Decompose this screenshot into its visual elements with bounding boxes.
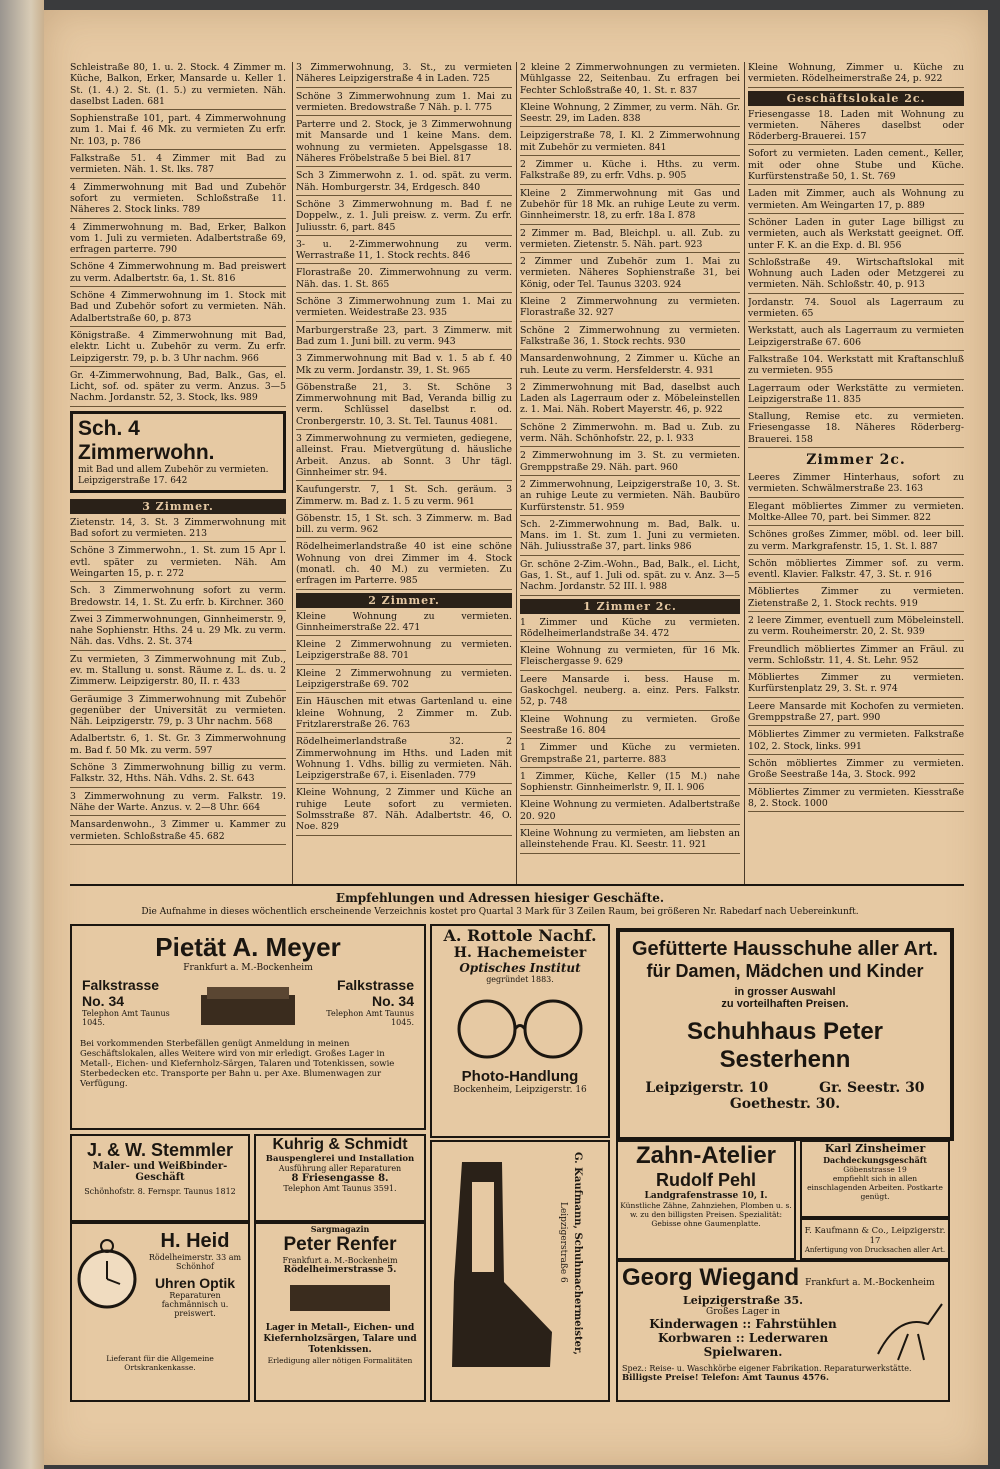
ad-line: Rödelheimerstr. 33 am Schönhof [148,1253,242,1271]
ad-line: J. & W. Stemmler [86,1140,234,1160]
classified-ad: Königstraße. 4 Zimmerwohnung mit Bad, elektr. Licht u. Zubehör zu verm. Zu erfr. Leipzigerstr. 79, p. b. 3 Uhr nachm. 966 [70,330,286,367]
classified-ad: Stallung, Remise etc. zu vermieten. Friesengasse 18. Näheres Röderberg-Brauerei. 158 [748,411,964,448]
classified-ad: Ein Häuschen mit etwas Gartenland u. eine kleine Wohnung, 2 Zimmer m. Zub. Fritzlarerstraße 26. 763 [296,696,512,733]
ad-name: Peter Renfer [283,1234,397,1255]
ad-line: Frankfurt a. M.-Bockenheim [805,1278,935,1288]
boot-illustration [432,1142,562,1392]
classified-ad: 2 Zimmerwohnung mit Bad, daselbst auch Laden als Lagerraum oder z. Möbeleinstellen z. 1. Mai. Näh. Robert Mayerstr. 46, p. 922 [520,382,740,419]
classified-ad: 2 kleine 2 Zimmerwohnungen zu vermieten. Mühlgasse 22, Seitenbau. Zu erfragen bei Fechter Schloßstraße 40, 1. St. r. 837 [520,62,740,99]
classified-ad: Leere Mansarde mit Kochofen zu vermieten. Gremppstraße 27, part. 990 [748,701,964,727]
classified-ad: Friesengasse 18. Laden mit Wohnung zu vermieten. Näheres daselbst oder Röderberg-Brauerei. 157 [748,109,964,146]
classified-ad: Göbenstraße 21, 3. St. Schöne 3 Zimmerwohnung mit Bad, Veranda billig zu verm. Schlüssel daselbst r. od. Cronbergerstr. 10, 3. St. Tel. Taunus 4081. [296,382,512,430]
ad-pietat-meyer [70,924,426,1130]
ad-address: Goethestr. 30. [729,1096,841,1112]
ad-line: empfiehlt sich in allen einschlagenden Arbeiten. Postkarte genügt. [807,1174,943,1201]
classified-ad: Schöne 2 Zimmerwohn. m. Bad u. Zub. zu verm. Näh. Schönhofstr. 22, p. l. 933 [520,422,740,448]
classified-ad: Schöne 3 Zimmerwohnung m. Bad f. ne Doppelw., z. 1. Juli preisw. z. verm. Zu erfr. Juliusstr. 6, part. 845 [296,199,512,236]
section-header-1-zimmer: 1 Zimmer 2c. [520,599,740,614]
classified-ad: Rödelheimerlandstraße 32. 2 Zimmerwohnung im Hths. und Laden mit Wohnung 1. Vdhs. billig zu vermieten. Näh. Leipzigerstraße 67, i. Eisenladen. 779 [296,736,512,784]
ad-line: Kinderwagen :: Fahrstühlen [649,1317,837,1331]
ad-heid [70,1222,250,1402]
classified-ad: Lagerraum oder Werkstätte zu vermieten. Leipzigerstraße 11. 835 [748,383,964,409]
stork-illustration [868,1294,948,1364]
ad-line: Sargmagazin [310,1224,370,1234]
divider [70,884,964,886]
section-header-3-zimmer: 3 Zimmer. [70,499,286,514]
ad-line: Landgrafenstrasse 10, I. [644,1191,768,1201]
ad-line: Billigste Preise! Telefon: Amt Taunus 4576. [622,1373,829,1383]
classified-ad: Schloßstraße 49. Wirtschaftslokal mit Wohnung auch Laden oder Metzgerei zu vermieten. Näh. Schloßstr. 40, p. 913 [748,257,964,294]
ad-line: Telephon Amt Taunus 3591. [283,1184,397,1193]
classified-ad: Kleine Wohnung zu vermieten. Ginnheimerstraße 22. 471 [296,611,512,637]
ad-line: Frankfurt a. M.-Bockenheim [282,1256,398,1265]
classified-ad: 2 Zimmerwohnung, Leipzigerstraße 10, 3. St. an ruhige Leute zu vermieten. Näh. Baubüro Kurfürstenstr. 51. 959 [520,479,740,516]
classified-ad: Kleine 2 Zimmerwohnung mit Gas und Zubehör für 18 Mk. an ruhige Leute zu verm. Ginnheimerstr. 18, zu erfr. 18a I. 878 [520,188,740,225]
classified-ad: Kleine 2 Zimmerwohnung zu vermieten. Florastraße 32. 927 [520,296,740,322]
ad-line: Anfertigung von Drucksachen aller Art. [804,1246,946,1254]
classified-ad: Sch. 2-Zimmerwohnung m. Bad, Balk. u. Mans. im 1. St. zum 1. Juni zu vermieten. Näh. Juliusstraße 37, part. links 986 [520,519,740,556]
ad-line: Leipzigerstraße 6 [558,1202,568,1283]
classified-ad: Mansardenwohnung, 2 Zimmer u. Küche an ruh. Leute zu verm. Hersfelderstr. 4. 931 [520,353,740,379]
boxed-ad-4-zimmer [70,411,286,493]
classified-ad: Sch 3 Zimmerwohn z. 1. od. spät. zu verm. Näh. Homburgerstr. 34, Erdgesch. 840 [296,170,512,196]
ad-shoemaker [430,1140,610,1402]
classified-ad: Marburgerstraße 23, part. 3 Zimmerw. mit Bad zum 1. Juni bill. zu verm. 943 [296,325,512,351]
ad-kuhrig [254,1134,426,1222]
classified-ad: 3 Zimmerwohnung zu vermieten, gediegene, alleinst. Frau. Mietvergütung d. häusliche Arbeit. Anzus. ab Sonnt. 3 Uhr tägl. Ginnheimer str. 94. [296,433,512,481]
classified-ad: 2 Zimmer m. Bad, Bleichpl. u. all. Zub. zu vermieten. Zietenstr. 5. Näh. part. 923 [520,228,740,254]
classified-ad: Sch. 3 Zimmerwohnung sofort zu verm. Bredowstr. 14, 1. St. Zu erfr. b. Kirchner. 360 [70,585,286,611]
classified-ad: Schön möbliertes Zimmer zu vermieten. Große Seestraße 14a, 3. Stock. 992 [748,758,964,784]
ad-left-phone: Telephon Amt Taunus 1045. [82,1009,170,1027]
classified-ad: 2 Zimmerwohnung im 3. St. zu vermieten. Gremppstraße 29. Näh. part. 960 [520,450,740,476]
ad-name: H. Heid [160,1230,230,1252]
ad-body: Bei vorkommenden Sterbefällen genügt Anmeldung in meinen Geschäftslokalen, alles Weitere wird von mir erledigt. Großes Lager in Metall-, Eichen- und Kiefernholz-Särgen, Talaren und Totenkissen, sowie Sterbedecken etc. Transporte per Bahn u. per Axe. Blumenwagen zur Verfügung. [80,1039,395,1089]
pocket-watch-icon [72,1224,142,1324]
ad-line: Korbwaren :: Lederwaren [657,1331,829,1345]
ad-line: gegründet 1883. [486,975,554,984]
footer-title: Empfehlungen und Adressen hiesiger Geschäfte. [335,891,665,905]
classified-ad: Schönes großes Zimmer, möbl. od. leer bill. zu verm. Markgrafenstr. 15, 1. St. l. 887 [748,529,964,555]
classified-ad: Falkstraße 51. 4 Zimmer mit Bad zu vermieten. Näh. 1. St. lks. 787 [70,153,286,179]
ad-line: 8 Friesengasse 8. [291,1173,389,1184]
classified-ad: 3 Zimmerwohnung mit Bad v. 1. 5 ab f. 40 Mk zu verm. Jordanstr. 39, 1. St. 965 [296,353,512,379]
classified-ad: 3 Zimmerwohnung zu verm. Falkstr. 19. Nähe der Warte. Anzus. v. 2—8 Uhr. 664 [70,791,286,817]
classified-ad: Möbliertes Zimmer zu vermieten. Kurfürstenplatz 29, 3. St. r. 974 [748,672,964,698]
column-rule [516,62,517,884]
ad-line: Kuhrig & Schmidt [272,1136,408,1153]
ad-zinsheimer [800,1140,950,1218]
classified-ad: Falkstraße 104. Werkstatt mit Kraftanschluß zu vermieten. 955 [748,354,964,380]
classified-ad: 2 leere Zimmer, eventuell zum Möbeleinstell. zu verm. Rouheimerstr. 20, 2. St. 939 [748,615,964,641]
ad-name: Karl Zinsheimer [824,1142,926,1155]
ad-line: Göbenstrasse 19 [843,1165,907,1174]
column-rule [744,62,745,884]
classified-ad: Freundlich möbliertes Zimmer an Fräul. zu verm. Schloßstr. 11, 4. St. Lehr. 952 [748,644,964,670]
ad-renfer [254,1222,426,1402]
classified-ad: 1 Zimmer und Küche zu vermieten. Rödelheimerlandstraße 34. 472 [520,617,740,643]
ad-line: in grosser Auswahl [734,986,836,998]
classified-ad: 2 Zimmer u. Küche i. Hths. zu verm. Falkstraße 89, zu erfr. Vdhs. p. 905 [520,159,740,185]
classified-ad: Möbliertes Zimmer zu vermieten. Zietenstraße 2, 1. Stock rechts. 919 [748,586,964,612]
classified-ad: 1 Zimmer, Küche, Keller (15 M.) nahe Sophienstr. Ginnheimerlstr. 9, II. l. 906 [520,771,740,797]
classified-ad: Adalbertstr. 6, 1. St. Gr. 3 Zimmerwohnung m. Bad f. 50 Mk. zu verm. 597 [70,733,286,759]
classified-ad: Schöne 3 Zimmerwohn., 1. St. zum 15 Apr l. evtl. später zu vermieten. Näh. Am Weingarten 15, p. r. 272 [70,545,286,582]
classified-ad: Elegant möbliertes Zimmer zu vermieten. Moltke-Allee 70, part. bei Simmer. 822 [748,501,964,527]
ad-pehl [616,1140,796,1260]
boxed-ad-title: Sch. 4 Zimmerwohn. [78,416,215,464]
classified-ad: Schöne 3 Zimmerwohnung zum 1. Mai zu vermieten. Bredowstraße 7 Näh. p. l. 775 [296,91,512,117]
classified-column-4 [748,62,964,815]
classified-ad: Kleine 2 Zimmerwohnung zu vermieten. Leipzigerstraße 69. 702 [296,668,512,694]
ad-line: Dachdeckungsgeschäft [823,1155,927,1165]
footer-note: Die Aufnahme in dieses wöchentlich erscheinende Verzeichnis kostet pro Quartal 3 Mark für 3 Zeilen Raum, bei größeren Nr. Rabedarf nach Uebereinkunft. [141,907,859,917]
ad-line: Lieferant für die Allgemeine Ortskrankenkasse. [106,1354,214,1372]
ad-city: Frankfurt a. M.-Bockenheim [183,963,313,973]
binding-gutter [0,0,44,1469]
ad-line: Künstliche Zähne, Zahnziehen, Plomben u. s. w. zu den billigsten Preisen. Spezialität: Gebisse ohne Gaumenplatte. [620,1201,792,1228]
ad-address: Gr. Seestr. 30 [819,1080,925,1096]
ad-line: Reparaturen fachmännisch u. preiswert. [161,1291,229,1318]
classified-ad: 3- u. 2-Zimmerwohnung zu verm. Werrastraße 11, 1. Stock rechts. 846 [296,239,512,265]
classified-column-2 [296,62,512,839]
classified-ad: Kleine Wohnung zu vermieten, für 16 Mk. Fleischergasse 9. 629 [520,645,740,671]
ad-line: Gefütterte Hausschuhe aller Art. [631,938,938,960]
classified-ad: Kleine Wohnung, Zimmer u. Küche zu vermieten. Rödelheimerstraße 24, p. 922 [748,62,964,88]
ad-line: Großes Lager in [706,1307,780,1317]
ad-name: Georg Wiegand [622,1264,800,1291]
ad-line: Maler- und Weißbinder-Geschäft [92,1161,228,1183]
ad-address: Leipzigerstr. 10 [645,1080,769,1096]
ad-line: für Damen, Mädchen und Kinder [646,961,924,981]
classified-ad: Werkstatt, auch als Lagerraum zu vermieten Leipzigerstraße 67. 606 [748,325,964,351]
ad-line: Lager in Metall-, Eichen- und Kiefernholzsärgen, Talare und Totenkissen. [263,1323,417,1355]
classified-ad: Leipzigerstraße 78, I. Kl. 2 Zimmerwohnung mit Zubehör zu vermieten. 841 [520,130,740,156]
ad-line: Erledigung aller nötigen Formalitäten [267,1356,413,1365]
classified-ad: Kleine Wohnung zu vermieten. Adalbertstraße 20. 920 [520,799,740,825]
classified-ad: Möbliertes Zimmer zu vermieten. Kiesstraße 8, 2. Stock. 1000 [748,787,964,813]
section-header-geschaeftslokale: Geschäftslokale 2c. [748,91,964,106]
classified-ad: Schön möbliertes Zimmer sof. zu verm. eventl. Klavier. Falkstr. 47, 3. St. r. 916 [748,558,964,584]
classified-ad: Sophienstraße 101, part. 4 Zimmerwohnung zum 1. Mai f. 46 Mk. zu vermieten Zu erfr. Nr. 103, p. 786 [70,113,286,150]
ad-right-phone: Telephon Amt Taunus 1045. [326,1009,414,1027]
classified-ad: 1 Zimmer und Küche zu vermieten. Grempstraße 21, parterre. 883 [520,742,740,768]
classified-ad: Zu vermieten, 3 Zimmerwohnung mit Zub., ev. m. Stallung u. sonst. Räume z. L. ds. u. 2 Zimmerw. Leipzigerstr. 80, II. r. 433 [70,654,286,691]
classified-column-1 [70,62,286,848]
ad-line: Bockenheim, Leipzigerstr. 16 [453,1085,587,1095]
coffin-illustration [256,1275,424,1319]
classified-ad: Parterre und 2. Stock, je 3 Zimmerwohnung mit Mansarde und 1 keine Mans. dem. wohnung zu vermieten. Appelsgasse 18. Näheres Fröbelstraße 5 bei Biel. 817 [296,119,512,167]
classified-ad: Göbenstr. 15, 1 St. sch. 3 Zimmerw. m. Bad bill. zu verm. 962 [296,513,512,539]
ad-line: Bauspenglerei und Installation [265,1154,415,1164]
ad-line: zu vorteilhaften Preisen. [721,998,849,1010]
coffin-illustration [193,977,303,1037]
classified-ad: Laden mit Zimmer, auch als Wohnung zu vermieten. Am Weingarten 17, p. 889 [748,188,964,214]
ad-line: A. Rottole Nachf. [443,926,597,945]
ad-line: F. Kaufmann & Co., Leipzigerstr. 17 [804,1226,946,1246]
ad-name: H. Hachemeister [453,945,587,961]
ad-hachemeister [430,924,610,1138]
classified-ad: Gr. 4-Zimmerwohnung, Bad, Balk., Gas, el. Licht, sof. od. später zu verm. Anzus. 3—5 Nachm. Jordanstr. 52, 3. Stock, lks. 989 [70,370,286,407]
ad-line: Schönhofstr. 8. Fernspr. Taunus 1812 [84,1187,236,1196]
classified-ad: Schöne 3 Zimmerwohnung zum 1. Mai zu vermieten. Weidestraße 23. 935 [296,296,512,322]
classified-ad: Florastraße 20. Zimmerwohnung zu verm. Näh. das. 1. St. 865 [296,267,512,293]
ad-name: Rudolf Pehl [656,1170,756,1190]
ad-left-address: Falkstrasse No. 34 [82,977,160,1009]
classified-ad: Leeres Zimmer Hinterhaus, sofort zu vermieten. Schwälmerstraße 23. 163 [748,472,964,498]
classified-ad: 4 Zimmerwohnung mit Bad und Zubehör sofort zu vermieten. Schloßstraße 11. Näheres 2. Stock links. 789 [70,182,286,219]
ad-line: Ausführung aller Reparaturen [278,1164,402,1173]
classified-ad: Schöne 4 Zimmerwohnung m. Bad preiswert zu verm. Adalbertstr. 6a, 1. St. 816 [70,261,286,287]
classified-ad: 3 Zimmerwohnung, 3. St., zu vermieten Näheres Leipzigerstraße 4 in Laden. 725 [296,62,512,88]
classified-ad: Schöne 4 Zimmerwohnung im 1. Stock mit Bad und Zubehör sofort zu vermieten. Näh. Adalbertstraße 60, p. 873 [70,290,286,327]
classified-ad: Rödelheimerlandstraße 40 ist eine schöne Wohnung von drei Zimmer im 4. Stock (monatl. ch. 40 M.) zu vermieten. Zu erfragen im Parterre. 985 [296,541,512,589]
classified-column-3 [520,62,740,857]
column-rule [292,62,293,884]
boxed-ad-text: mit Bad und allem Zubehör zu vermieten. Leipzigerstraße 17. 642 [78,464,269,486]
classified-ad: Leere Mansarde i. bess. Hause m. Gaskochgel. neuberg. a. einz. Pers. Falkstr. 52, p. 748 [520,674,740,711]
ad-line: G. Kaufmann, Schuhmachermeister, [572,1152,583,1356]
ad-line: Uhren Optik [154,1275,236,1291]
classified-ad: Zwei 3 Zimmerwohnungen, Ginnheimerstr. 9, nahe Sophienstr. Hths. 24 u. 29 Mk. zu verm. Näh. das. Vdhs. 2. St. 374 [70,614,286,651]
section-header-2-zimmer: 2 Zimmer. [296,593,512,608]
classified-ad: Sofort zu vermieten. Laden cement., Keller, mit oder ohne Stube und Küche. Kurfürstenstraße 50, 1. St. 769 [748,148,964,185]
spectacles-illustration [432,984,608,1064]
ad-title: Pietät A. Meyer [155,932,341,962]
classified-ad: Kaufungerstr. 7, 1 St. Sch. geräum. 3 Zimmerw. m. Bad z. 1. 5 zu verm. 961 [296,484,512,510]
ad-line: Photo-Handlung [461,1068,579,1085]
ad-line: Spielwaren. [703,1345,783,1359]
classified-ad: Möbliertes Zimmer zu vermieten. Falkstraße 102, 2. Stock, links. 991 [748,729,964,755]
classified-ad: Kleine 2 Zimmerwohnung zu vermieten. Leipzigerstraße 88. 701 [296,639,512,665]
ad-line: Schuhhaus Peter Sesterhenn [686,1018,884,1073]
classified-ad: Kleine Wohnung zu vermieten, am liebsten an alleinstehende Frau. Kl. Seestr. 11. 921 [520,828,740,854]
ad-sesterhenn [616,928,954,1141]
classified-ad: Schöner Laden in guter Lage billigst zu vermieten, auch als Werkstatt geeignet. Off. unter F. K. an die Exp. d. Bl. 956 [748,217,964,254]
classified-ad: Kleine Wohnung, 2 Zimmer und Küche an ruhige Leute sofort zu vermieten. Solmsstraße 87. Näh. Adalbertstr. 46, O. Noe. 829 [296,787,512,835]
classified-ad: Gr. schöne 2-Zim.-Wohn., Bad, Balk., el. Licht, Gas, 1. St., auf 1. Juli od. spät. zu v. Anz. 3—5 Nachm. Jordanstr. 52 III. l. 988 [520,559,740,596]
section-header-zimmer: Zimmer 2c. [806,452,906,469]
classified-ad: Zietenstr. 14, 3. St. 3 Zimmerwohnung mit Bad sofort zu vermieten. 213 [70,517,286,543]
ad-line: Rödelheimerstrasse 5. [283,1265,397,1275]
classified-ad: 4 Zimmerwohnung m. Bad, Erker, Balkon vom 1. Juli zu vermieten. Adalbertstraße 69, erfragen parterre. 790 [70,222,286,259]
classified-ad: Mansardenwohn., 3 Zimmer u. Kammer zu vermieten. Schloßstraße 45. 682 [70,819,286,845]
ad-line: Zahn-Atelier [635,1142,776,1169]
ad-wiegand [616,1260,950,1402]
ad-line: Leipzigerstraße 35. [682,1294,804,1307]
classified-ad: Jordanstr. 74. Souol als Lagerraum zu vermieten. 65 [748,297,964,323]
classified-ad: 2 Zimmer und Zubehör zum 1. Mai zu vermieten. Näheres Sophienstraße 31, bei König, oder Tel. Taunus 3203. 924 [520,256,740,293]
ad-right-address: Falkstrasse No. 34 [336,977,414,1009]
classified-ad: Schöne 3 Zimmerwohnung billig zu verm. Falkstr. 32, Hths. Näh. Vdhs. 2. St. 643 [70,762,286,788]
classified-ad: Schleistraße 80, 1. u. 2. Stock. 4 Zimmer m. Küche, Balkon, Erker, Mansarde u. Keller 1. St. (1. 4.) 2. St. (1. 5.) zu vermieten. Näh. daselbst Laden. 681 [70,62,286,110]
classified-ad: Schöne 2 Zimmerwohnung zu vermieten. Falkstraße 36, 1. Stock rechts. 930 [520,325,740,351]
ad-stemmler [70,1134,250,1222]
classified-ad: Kleine Wohnung zu vermieten. Große Seestraße 16. 804 [520,714,740,740]
ad-kaufmann [800,1218,950,1260]
classified-ad: Kleine Wohnung, 2 Zimmer, zu verm. Näh. Gr. Seestr. 29, im Laden. 838 [520,102,740,128]
ad-line: Spez.: Reise- u. Waschkörbe eigener Fabrikation. Reparaturwerkstätte. [622,1364,912,1373]
ad-line: Optisches Institut [459,961,581,975]
classified-ad: Geräumige 3 Zimmerwohnung mit Zubehör gegenüber der Universität zu vermieten. Näh. Leipzigerstr. 79, p. 3 Uhr nachm. 568 [70,694,286,731]
